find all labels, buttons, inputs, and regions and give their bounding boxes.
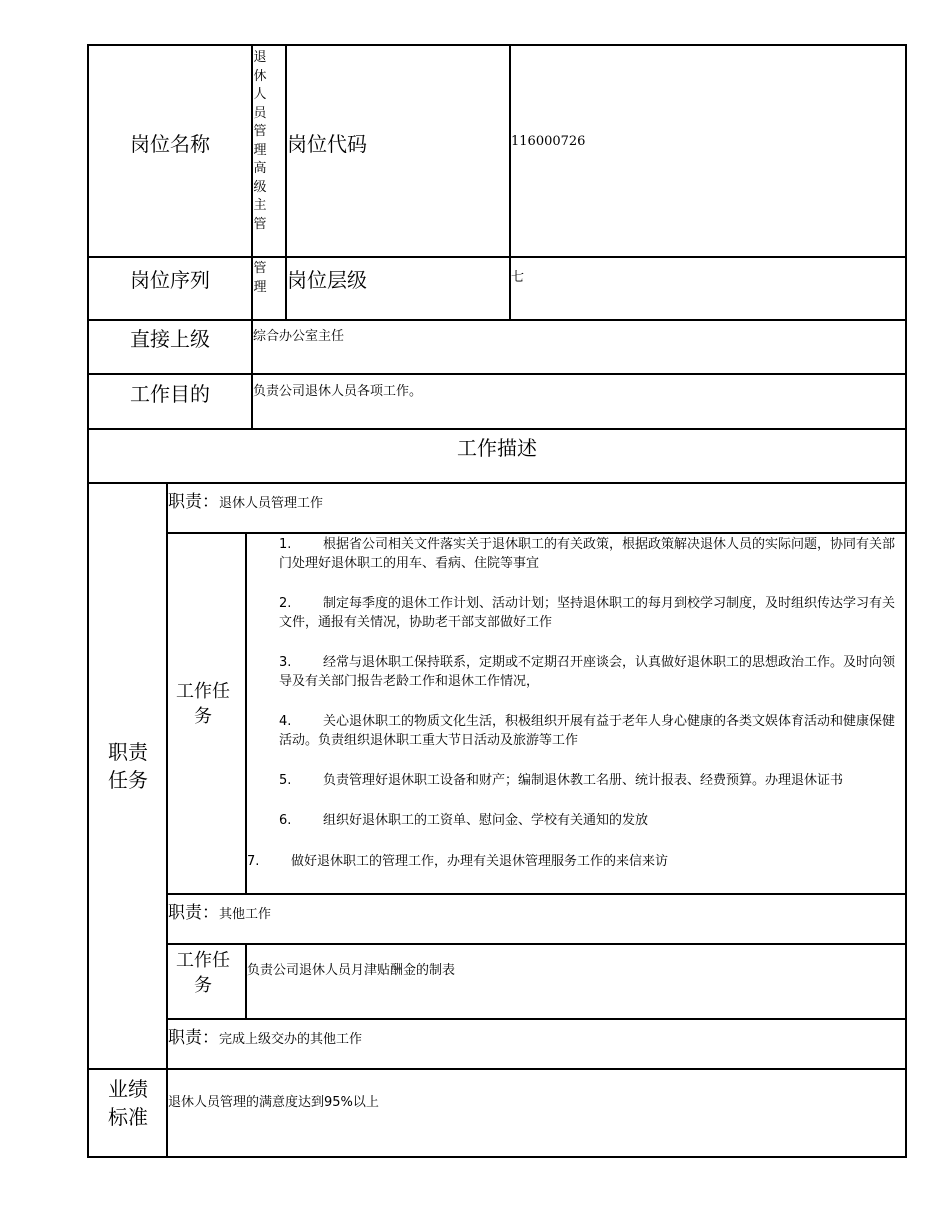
task-number: 1. xyxy=(279,537,292,552)
superior-label: 直接上级 xyxy=(130,327,210,351)
purpose-value: 负责公司退休人员各项工作。 xyxy=(253,384,423,399)
performance-value: 退休人员管理的满意度达到95%以上 xyxy=(168,1095,379,1110)
task-item xyxy=(279,535,897,573)
task-number: 3. xyxy=(279,655,292,670)
duty-prefix: 职责： xyxy=(168,492,219,512)
duty-heading xyxy=(168,1023,362,1049)
task-text: 制定每季度的退休工作计划、活动计划；坚持退休职工的每月到校学习制度，及时组织传达学习有关文件，通报有关情况，协助老干部支部做好工作 xyxy=(279,596,896,630)
task-text: 根据省公司相关文件落实关于退休职工的有关政策，根据政策解决退休人员的实际问题，协同有关部门处理好退休职工的用车、看病、住院等事宜 xyxy=(279,537,896,571)
task-item xyxy=(279,811,897,830)
task-number: 7. xyxy=(247,854,260,869)
duty-prefix: 职责： xyxy=(168,1028,219,1048)
duty-heading xyxy=(168,898,271,924)
task-text: 做好退休职工的管理工作，办理有关退休管理服务工作的来信来访 xyxy=(291,854,669,869)
duty-prefix: 职责： xyxy=(168,903,219,923)
task-text: 经常与退休职工保持联系，定期或不定期召开座谈会，认真做好退休职工的思想政治工作。及时向领导及有关部门报告老龄工作和退休工作情况， xyxy=(279,655,896,689)
sequence-label: 岗位序列 xyxy=(130,268,210,292)
task-label: 工作任务 xyxy=(176,681,230,727)
task-number: 4. xyxy=(279,714,292,729)
task-item xyxy=(279,771,897,790)
position-code-label: 岗位代码 xyxy=(287,132,367,156)
task-text: 负责公司退休人员月津贴酬金的制表 xyxy=(247,963,456,978)
task-text: 关心退休职工的物质文化生活，积极组织开展有益于老年人身心健康的各类文娱体育活动和健康保健活动。负责组织退休职工重大节日活动及旅游等工作 xyxy=(279,714,896,748)
position-code-value: 116000726 xyxy=(511,134,586,149)
task-number: 5. xyxy=(279,773,292,788)
duty-name: 完成上级交办的其他工作 xyxy=(219,1032,363,1047)
level-value: 七 xyxy=(511,270,525,285)
superior-value: 综合办公室主任 xyxy=(253,329,345,344)
duty-name: 其他工作 xyxy=(219,907,272,922)
duty-heading xyxy=(168,487,323,513)
duty-name: 退休人员管理工作 xyxy=(219,496,324,511)
position-name-label: 岗位名称 xyxy=(130,132,210,156)
performance-label: 业绩标准 xyxy=(108,1077,148,1129)
task-number: 6. xyxy=(279,813,292,828)
task-label: 工作任务 xyxy=(176,950,230,996)
task-number: 2. xyxy=(279,596,292,611)
task-item xyxy=(279,653,897,691)
task-item xyxy=(279,712,897,750)
task-item xyxy=(247,852,897,871)
task-text: 负责管理好退休职工设备和财产；编制退休教工名册、统计报表、经费预算。办理退休证书 xyxy=(323,773,844,788)
purpose-label: 工作目的 xyxy=(130,382,210,406)
task-text: 组织好退休职工的工资单、慰问金、学校有关通知的发放 xyxy=(323,813,649,828)
description-title: 工作描述 xyxy=(457,436,537,460)
position-name-value: 退休人员管理高级主管 xyxy=(253,50,267,232)
task-item xyxy=(279,594,897,632)
task-item xyxy=(247,961,897,980)
sequence-value: 管理 xyxy=(253,261,267,295)
level-label: 岗位层级 xyxy=(287,268,367,292)
section-label: 职责任务 xyxy=(108,740,148,792)
